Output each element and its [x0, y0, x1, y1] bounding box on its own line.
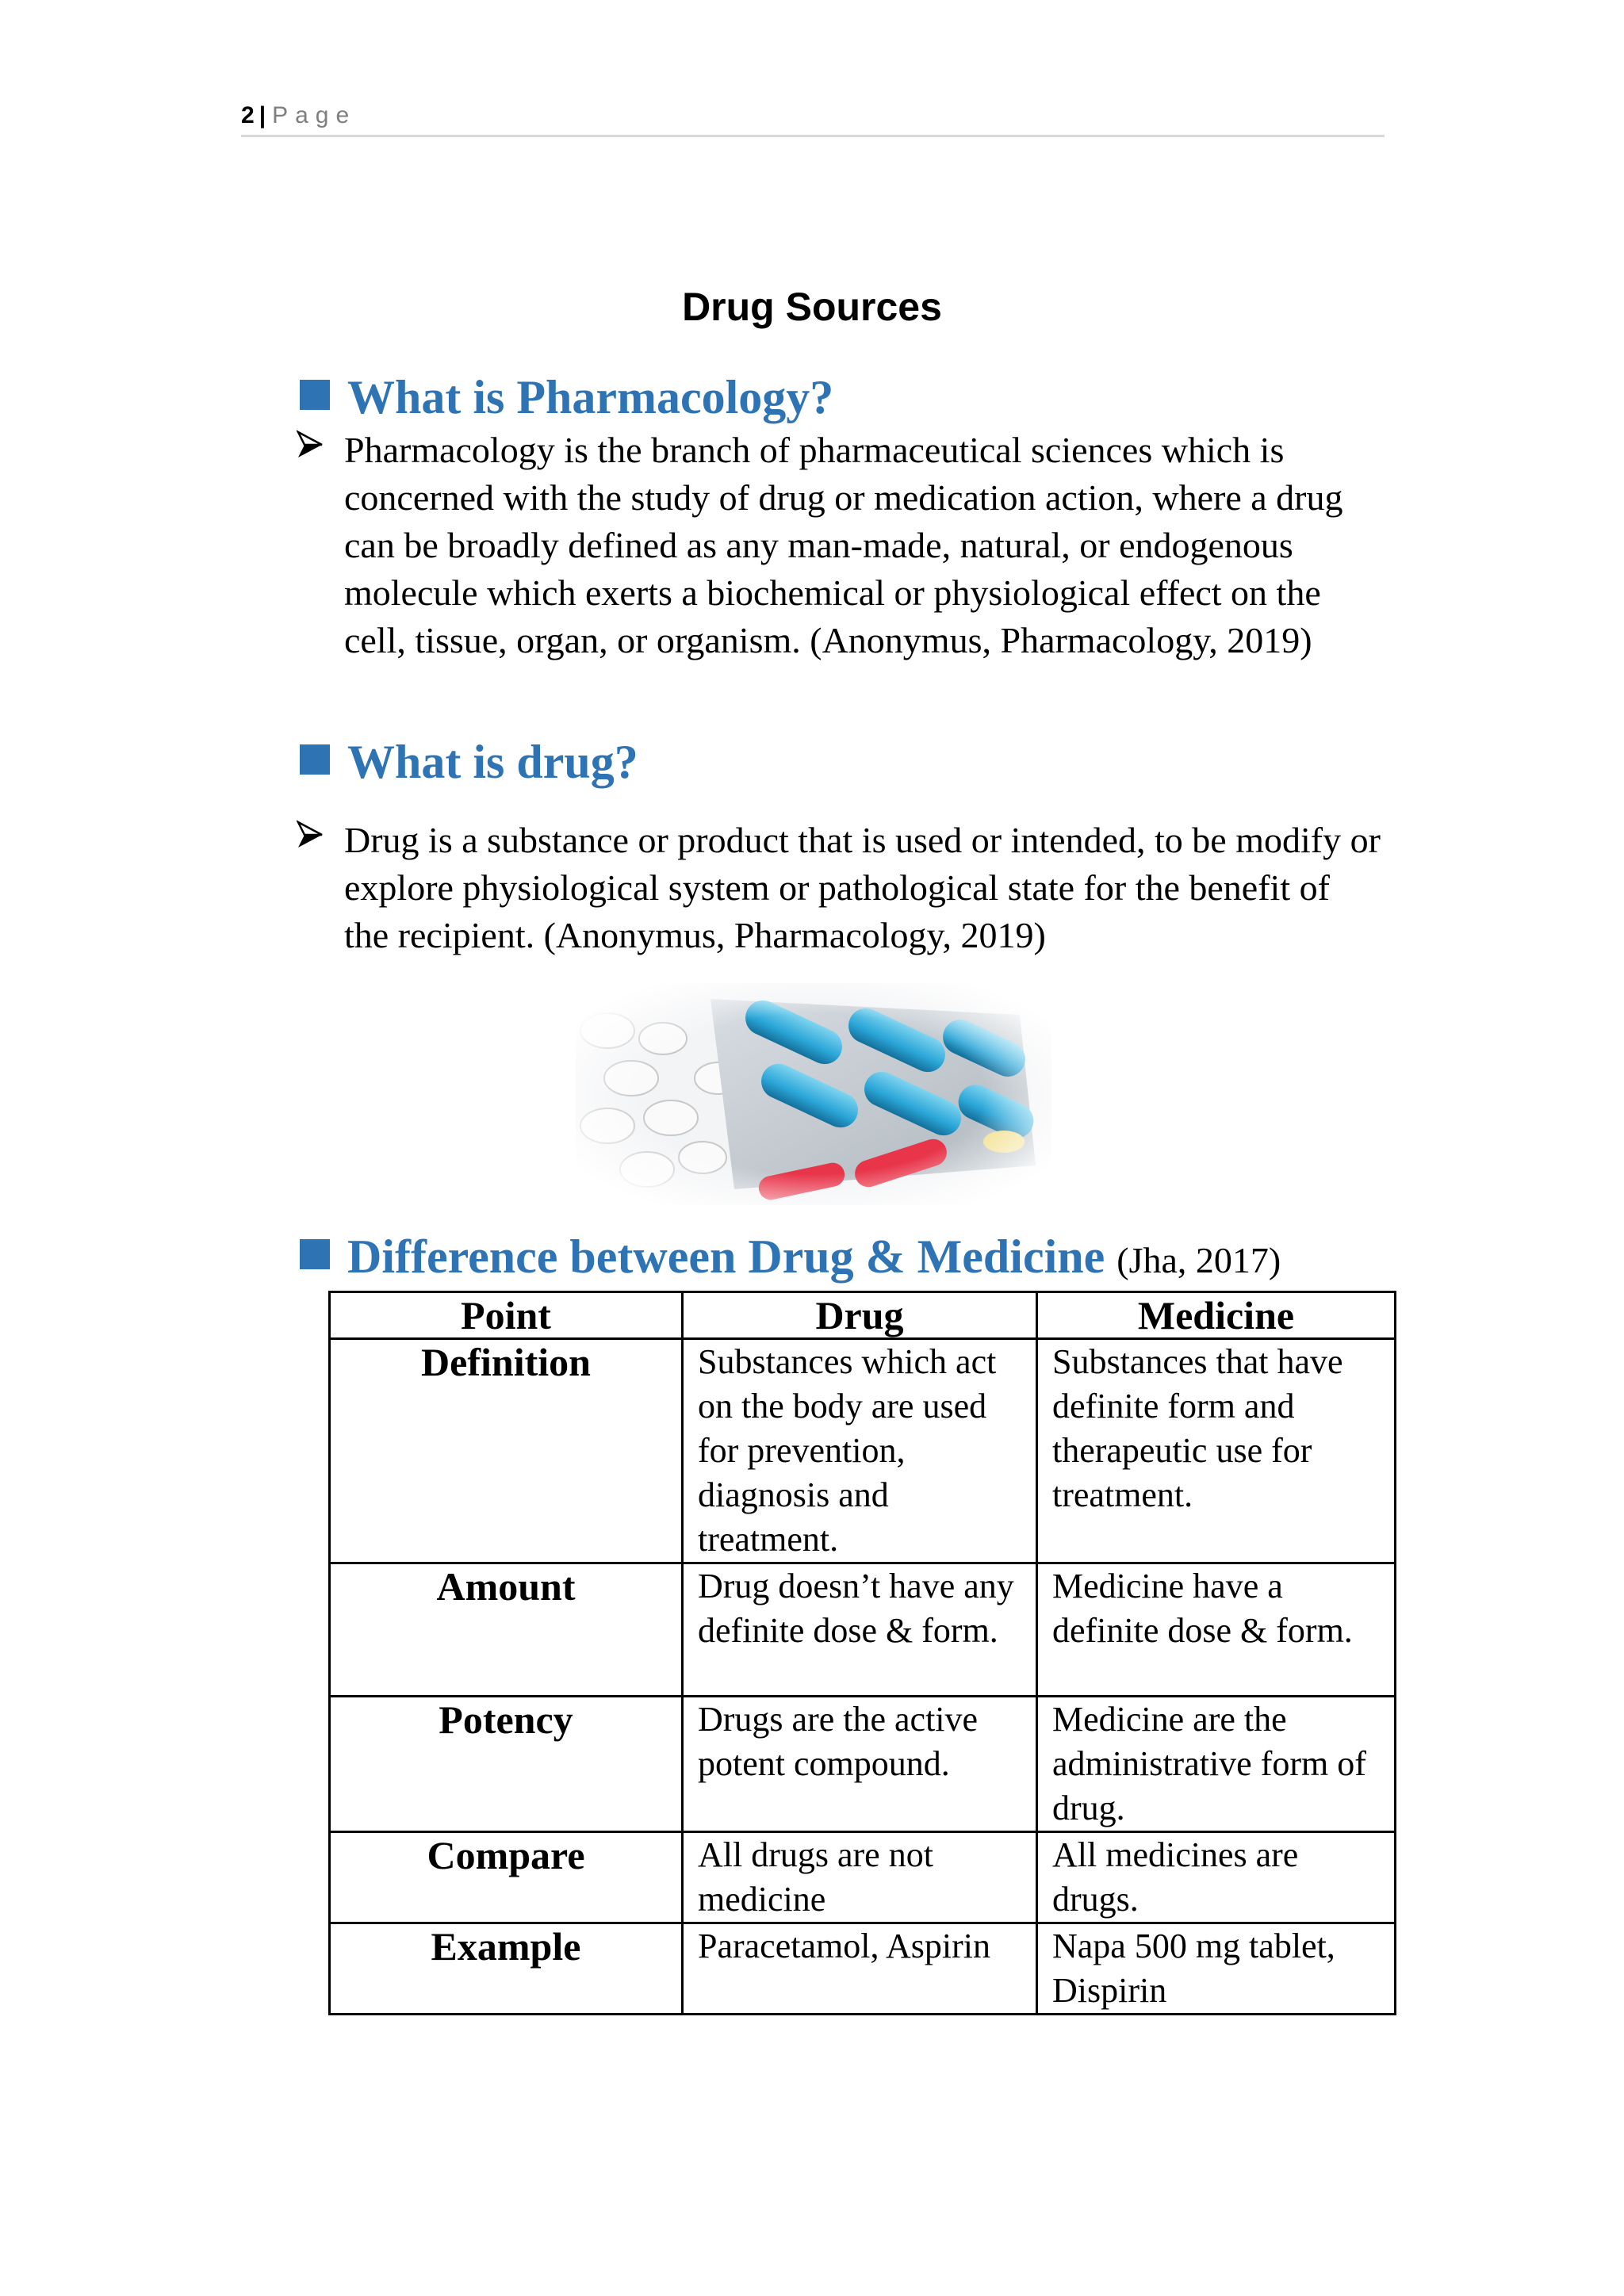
page-word: Page — [272, 102, 357, 128]
drug-paragraph — [297, 817, 1383, 959]
table-row — [330, 1339, 1396, 1563]
cell-point: Definition — [330, 1339, 683, 1563]
square-bullet-icon — [300, 380, 330, 410]
pills-photo — [576, 983, 1051, 1205]
cell-drug: Paracetamol, Aspirin — [683, 1923, 1037, 2015]
cell-drug: Drug doesn’t have any definite dose & form. — [683, 1563, 1037, 1697]
drug-text: Drug is a substance or product that is used or intended, to be modify or explore physiological system or pathological state for the benefit of the recipient. (Anonymus, Pharmacology, 2019) — [344, 820, 1381, 955]
table-row — [330, 1563, 1396, 1697]
cell-medicine: All medicines are drugs. — [1037, 1832, 1396, 1923]
cell-point: Amount — [330, 1563, 683, 1697]
section-heading-pharmacology — [300, 371, 833, 423]
arrowhead-bullet-icon — [297, 427, 328, 474]
page-number: 2 — [241, 102, 255, 128]
pharmacology-text: Pharmacology is the branch of pharmaceutical sciences which is concerned with the study of drug or medication action, where a drug can be broadly defined as any man-made, natural, or endogenous molecule which exerts a biochemical or physiological effect on the cell, tissue, organ, or organism. (Anonymus, Pharmacology, 2019) — [344, 430, 1343, 660]
table-header-row — [330, 1292, 1396, 1339]
square-bullet-icon — [300, 744, 330, 775]
section-heading-text: Difference between Drug & Medicine — [347, 1230, 1105, 1283]
cell-point: Compare — [330, 1832, 683, 1923]
pharmacology-paragraph — [297, 427, 1383, 664]
cell-medicine: Substances that have definite form and therapeutic use for treatment. — [1037, 1339, 1396, 1563]
section-heading-drug — [300, 736, 638, 788]
header-point: Point — [330, 1292, 683, 1339]
section-heading-difference — [300, 1230, 1281, 1283]
cell-point: Example — [330, 1923, 683, 2015]
header-drug: Drug — [683, 1292, 1037, 1339]
table-row — [330, 1923, 1396, 2015]
arrowhead-bullet-icon — [297, 817, 328, 864]
cell-medicine: Napa 500 mg tablet, Dispirin — [1037, 1923, 1396, 2015]
header-separator: | — [259, 102, 266, 128]
header-medicine: Medicine — [1037, 1292, 1396, 1339]
table-row — [330, 1832, 1396, 1923]
cell-drug: All drugs are not medicine — [683, 1832, 1037, 1923]
page-title: Drug Sources — [682, 285, 942, 329]
cell-drug: Drugs are the active potent compound. — [683, 1697, 1037, 1832]
cell-point: Potency — [330, 1697, 683, 1832]
section-heading-text: What is drug? — [347, 736, 638, 788]
cell-drug: Substances which act on the body are used for prevention, diagnosis and treatment. — [683, 1339, 1037, 1563]
page-header — [241, 97, 1385, 137]
square-bullet-icon — [300, 1239, 330, 1269]
section-heading-text: What is Pharmacology? — [347, 371, 834, 423]
citation: (Jha, 2017) — [1116, 1240, 1281, 1280]
table-row — [330, 1697, 1396, 1832]
cell-medicine: Medicine are the administrative form of drug. — [1037, 1697, 1396, 1832]
cell-medicine: Medicine have a definite dose & form. — [1037, 1563, 1396, 1697]
comparison-table — [328, 1291, 1396, 2015]
